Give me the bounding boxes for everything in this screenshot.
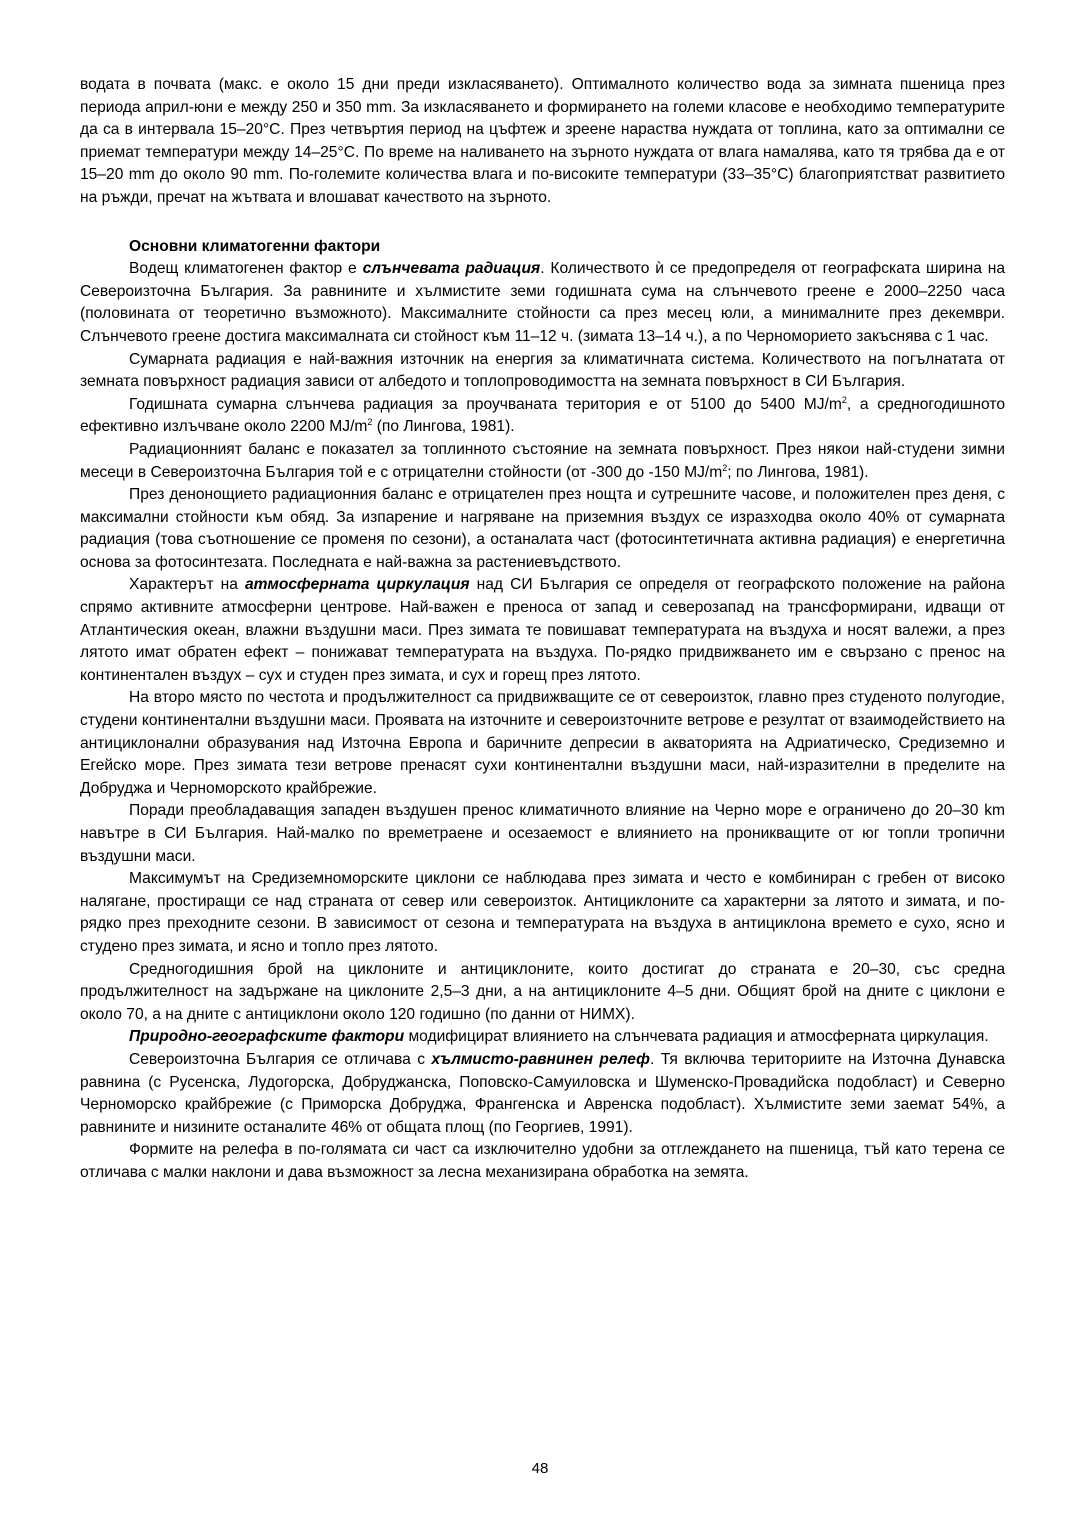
paragraph-mediterranean-cyclones: Максимумът на Средиземноморските циклони се наблюдава през зимата и често е комбиниран с гребен от високо налягане, простиращи се над страната от север или североизток. Антициклоните са характерни за лятото и зимата, и по-рядко през преходните сезони. В зависимост от сезона и температурата на въздуха в антициклона времето е сухо, ясно и студено през зимата, и ясно и топло през лятото. <box>80 870 1005 955</box>
paragraph-total-radiation: Сумарната радиация е най-важния източник на енергия за климатичната система. Количеството на погълнатата от земната повърхност радиация зависи от албедото и топлопроводимостта на земната повърхност в СИ България. <box>80 350 1005 391</box>
paragraph-water-requirements: водата в почвата (макс. е около 15 дни преди изкласяването). Оптималното количество вода за зимната пшеница през периода април-юни е между 250 и 350 mm. За изкласяването и формирането на големи класове е необходимо температурите да са в интервала 15–20°С. През четвъртия период на цъфтеж и зреене нараства нуждата от топлина, като за оптимални се приемат температури между 14–25°С. По време на наливането на зърното нуждата от влага намалява, като тя трябва да е от 15–20 mm до около 90 mm. По-големите количества влага и по-високите температури (33–35°С) благоприятстват развитието на ръжди, пречат на жътвата и влошават качеството на зърното. <box>80 76 1005 206</box>
section-gap <box>80 210 1005 236</box>
term-atmospheric-circulation: атмосферната циркулация <box>245 576 470 594</box>
paragraph-radiation-balance: Радиационният баланс е показател за топлинното състояние на земната повърхност. През някои най-студени зимни месеци в Североизточна България той е с отрицателни стойности (от -300 до -150 $MJ/m^2$; по Лингова, 1981). <box>80 440 1005 481</box>
document-body <box>80 74 1005 1185</box>
paragraph-relief-forms: Формите на релефа в по-голямата си част са изключително удобни за отглеждането на пшеница, тъй като терена се отличава с малки наклони и дава възможност за лесна механизирана обработка на земята. <box>80 1141 1005 1181</box>
section-heading: Основни климатогенни фактори <box>129 237 381 255</box>
term-natural-factors: Природно-географските фактори <box>129 1028 405 1046</box>
paragraph-black-sea-influence: Поради преобладаващия западен въздушен пренос климатичното влияние на Черно море е ограничено до 20–30 km навътре в СИ България. Най-малко по времетраене и осезаемост е влиянието на проникващите от юг топли тропични въздушни маси. <box>80 802 1005 865</box>
paragraph-atmospheric-circulation: Характерът на атмосферната циркулация над СИ България се определя от географското положение на района спрямо активните атмосферни центрове. Най-важен е преноса от запад и северозапад на трансформирани, идващи от Атлантическия океан, влажни въздушни маси. През зимата те повишават температурата на въздуха и носят валежи, а през лятото имат обратен ефект – понижават температурата на въздуха. По-рядко придвижването им е свързано с пренос на континентален въздух – сух и студен през зимата, и сух и горещ през лятото. <box>80 576 1005 684</box>
paragraph-relief: Североизточна България се отличава с хълмисто-равнинен релеф. Тя включва териториите на Източна Дунавска равнина (с Русенска, Лудогорска, Добруджанска, Поповско-Самуиловска и Шуменско-Провадийска подобласт) и Северно Черноморско крайбрежие (с Приморска Добруджа, Франгенска и Авренска подобласт). Хълмистите земи заемат 54%, а равнините и низините останалите 46% от общата площ (по Георгиев, 1991). <box>80 1050 1005 1136</box>
page-number: 48 <box>531 1460 549 1477</box>
paragraph-cyclone-count: Средногодишния брой на циклоните и антициклоните, които достигат до страната е 20–30, със средна продължителност на задържане на циклоните 2,5–3 дни, а на антициклоните 4–5 дни. Общият брой на дните с циклони е около 70, а на дните с антициклони около 120 годишно (по данни от НИМХ). <box>80 960 1005 1023</box>
paragraph-daily-balance: През денонощието радиационния баланс е отрицателен през нощта и сутрешните часове, и положителен през деня, с максимални стойности към обяд. За изпарение и нагряване на приземния въздух се изразходва около 40% от сумарната радиация (това съотношение се променя по сезони), а останалата част (фотосинтетичната активна радиация) е енергетична основа за фотосинтезата. Последната е най-важна за растениевъдството. <box>80 486 1005 571</box>
term-solar-radiation: слънчевата радиация <box>362 260 541 278</box>
term-relief: хълмисто-равнинен релеф <box>431 1050 650 1068</box>
paragraph-solar-radiation: Водещ климатогенен фактор е слънчевата радиация. Количеството ѝ се предопределя от географската ширина на Североизточна България. За равнините и хълмистите земи годишната сума на слънчевото греене е 2000–2250 часа (половината от теоретично възможното). Максималните стойности са през месец юли, а минималните през декември. Слънчевото греене достига максималната си стойност към 11–12 ч. (зимата 13–14 ч.), а по Черноморието закъснява с 1 час. <box>80 260 1006 345</box>
paragraph-natural-factors: Природно-географските фактори модифицират влиянието на слънчевата радиация и атмосферната циркулация. <box>129 1028 989 1046</box>
paragraph-annual-radiation: Годишната сумарна слънчева радиация за проучваната територия е от 5100 до 5400 $MJ/m^2$, а средногодишното ефективно излъчване около 2200 $MJ/m^2$ (по Лингова, 1981). <box>80 394 1005 436</box>
paragraph-northeast-masses: На второ място по честота и продължителност са придвижващите се от североизток, главно през студеното полугодие, студени континентални въздушни маси. Проявата на източните и североизточните ветрове е резултат от взаимодействието на антициклонални образувания над Източна Европа и баричните депресии в акваторията на Адриатическо, Средиземно и Егейско море. През зимата тези ветрове пренасят сухи континентални въздушни маси, най-изразителни в пределите на Добруджа и Черноморското крайбрежие. <box>80 689 1005 797</box>
